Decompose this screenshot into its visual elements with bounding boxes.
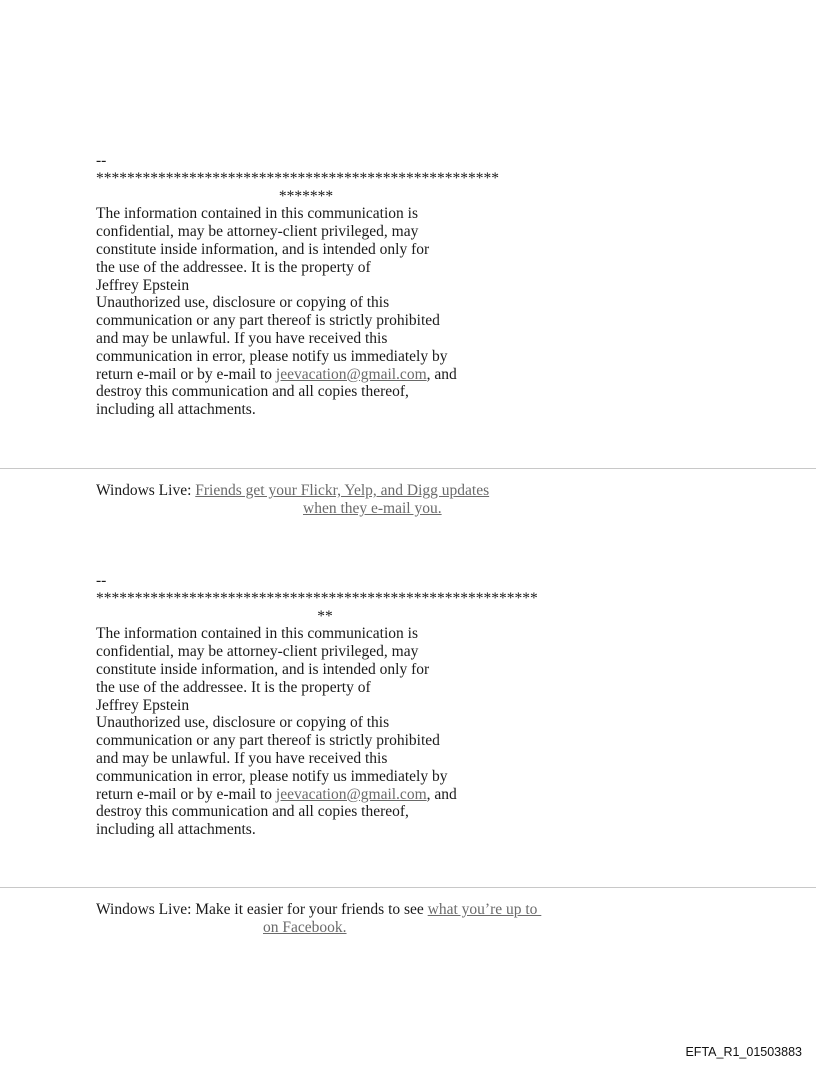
- email-link[interactable]: jeevacation@gmail.com: [275, 365, 427, 383]
- email-prefix: return e-mail or by e-mail to: [96, 785, 276, 803]
- divider-line: [0, 887, 816, 888]
- email-suffix: , and: [426, 785, 457, 803]
- disclaimer-line: the use of the addressee. It is the property of: [96, 258, 371, 276]
- email-suffix: , and: [426, 365, 457, 383]
- disclaimer-line: destroy this communication and all copies thereof,: [96, 383, 409, 401]
- disclaimer-line: including all attachments.: [96, 821, 256, 839]
- windows-live-promo-2: [96, 901, 566, 937]
- disclaimer-line: destroy this communication and all copies thereof,: [96, 803, 409, 821]
- disclaimer-line: the use of the addressee. It is the property of: [96, 678, 371, 696]
- disclaimer-line: communication in error, please notify us immediately by: [96, 767, 448, 785]
- windows-live-promo-1: [96, 482, 516, 518]
- asterisk-line-continued: **: [317, 607, 333, 625]
- disclaimer-line: The information contained in this communication is: [96, 205, 418, 223]
- email-link[interactable]: jeevacation@gmail.com: [275, 785, 427, 803]
- promo-link-continued[interactable]: on Facebook.: [263, 918, 347, 936]
- disclaimer-line: confidential, may be attorney-client privileged, may: [96, 223, 419, 241]
- promo-prefix: Windows Live: Make it easier for your friends to see: [96, 901, 428, 918]
- asterisk-line: ****************************************************: [96, 169, 499, 187]
- disclaimer-line: Jeffrey Epstein: [96, 276, 190, 294]
- disclaimer-line: Unauthorized use, disclosure or copying of this: [96, 714, 390, 732]
- disclaimer-line: constitute inside information, and is intended only for: [96, 240, 430, 258]
- signature-dashes: --: [96, 152, 107, 169]
- asterisk-line: *********************************************************: [96, 589, 538, 607]
- signature-block-2: [96, 572, 554, 839]
- promo-link[interactable]: what you’re up to: [427, 901, 542, 918]
- divider-line: [0, 468, 816, 469]
- disclaimer-line: and may be unlawful. If you have received this: [96, 749, 388, 767]
- disclaimer-line: Unauthorized use, disclosure or copying of this: [96, 294, 390, 312]
- promo-line-2: [96, 919, 566, 937]
- disclaimer-line: constitute inside information, and is intended only for: [96, 660, 430, 678]
- document-id: EFTA_R1_01503883: [685, 1045, 802, 1059]
- disclaimer-line: confidential, may be attorney-client privileged, may: [96, 643, 419, 661]
- disclaimer-line: communication or any part thereof is strictly prohibited: [96, 312, 440, 330]
- promo-line: [96, 482, 516, 500]
- disclaimer-line: communication or any part thereof is strictly prohibited: [96, 732, 440, 750]
- disclaimer-line: including all attachments.: [96, 401, 256, 419]
- promo-link-continued[interactable]: when they e-mail you.: [303, 499, 442, 517]
- disclaimer-line: Jeffrey Epstein: [96, 696, 190, 714]
- asterisk-line-continued: *******: [278, 187, 334, 205]
- promo-prefix: Windows Live:: [96, 482, 196, 499]
- disclaimer-email-line: [96, 786, 554, 804]
- signature-block-1: [96, 152, 516, 419]
- promo-line-2: [96, 500, 516, 518]
- email-prefix: return e-mail or by e-mail to: [96, 365, 276, 383]
- signature-dashes: --: [96, 572, 107, 589]
- disclaimer-line: communication in error, please notify us immediately by: [96, 347, 448, 365]
- promo-line: [96, 901, 566, 919]
- disclaimer-email-line: [96, 366, 516, 384]
- promo-link[interactable]: Friends get your Flickr, Yelp, and Digg updates: [195, 482, 490, 499]
- disclaimer-line: and may be unlawful. If you have received this: [96, 329, 388, 347]
- disclaimer-line: The information contained in this communication is: [96, 625, 418, 643]
